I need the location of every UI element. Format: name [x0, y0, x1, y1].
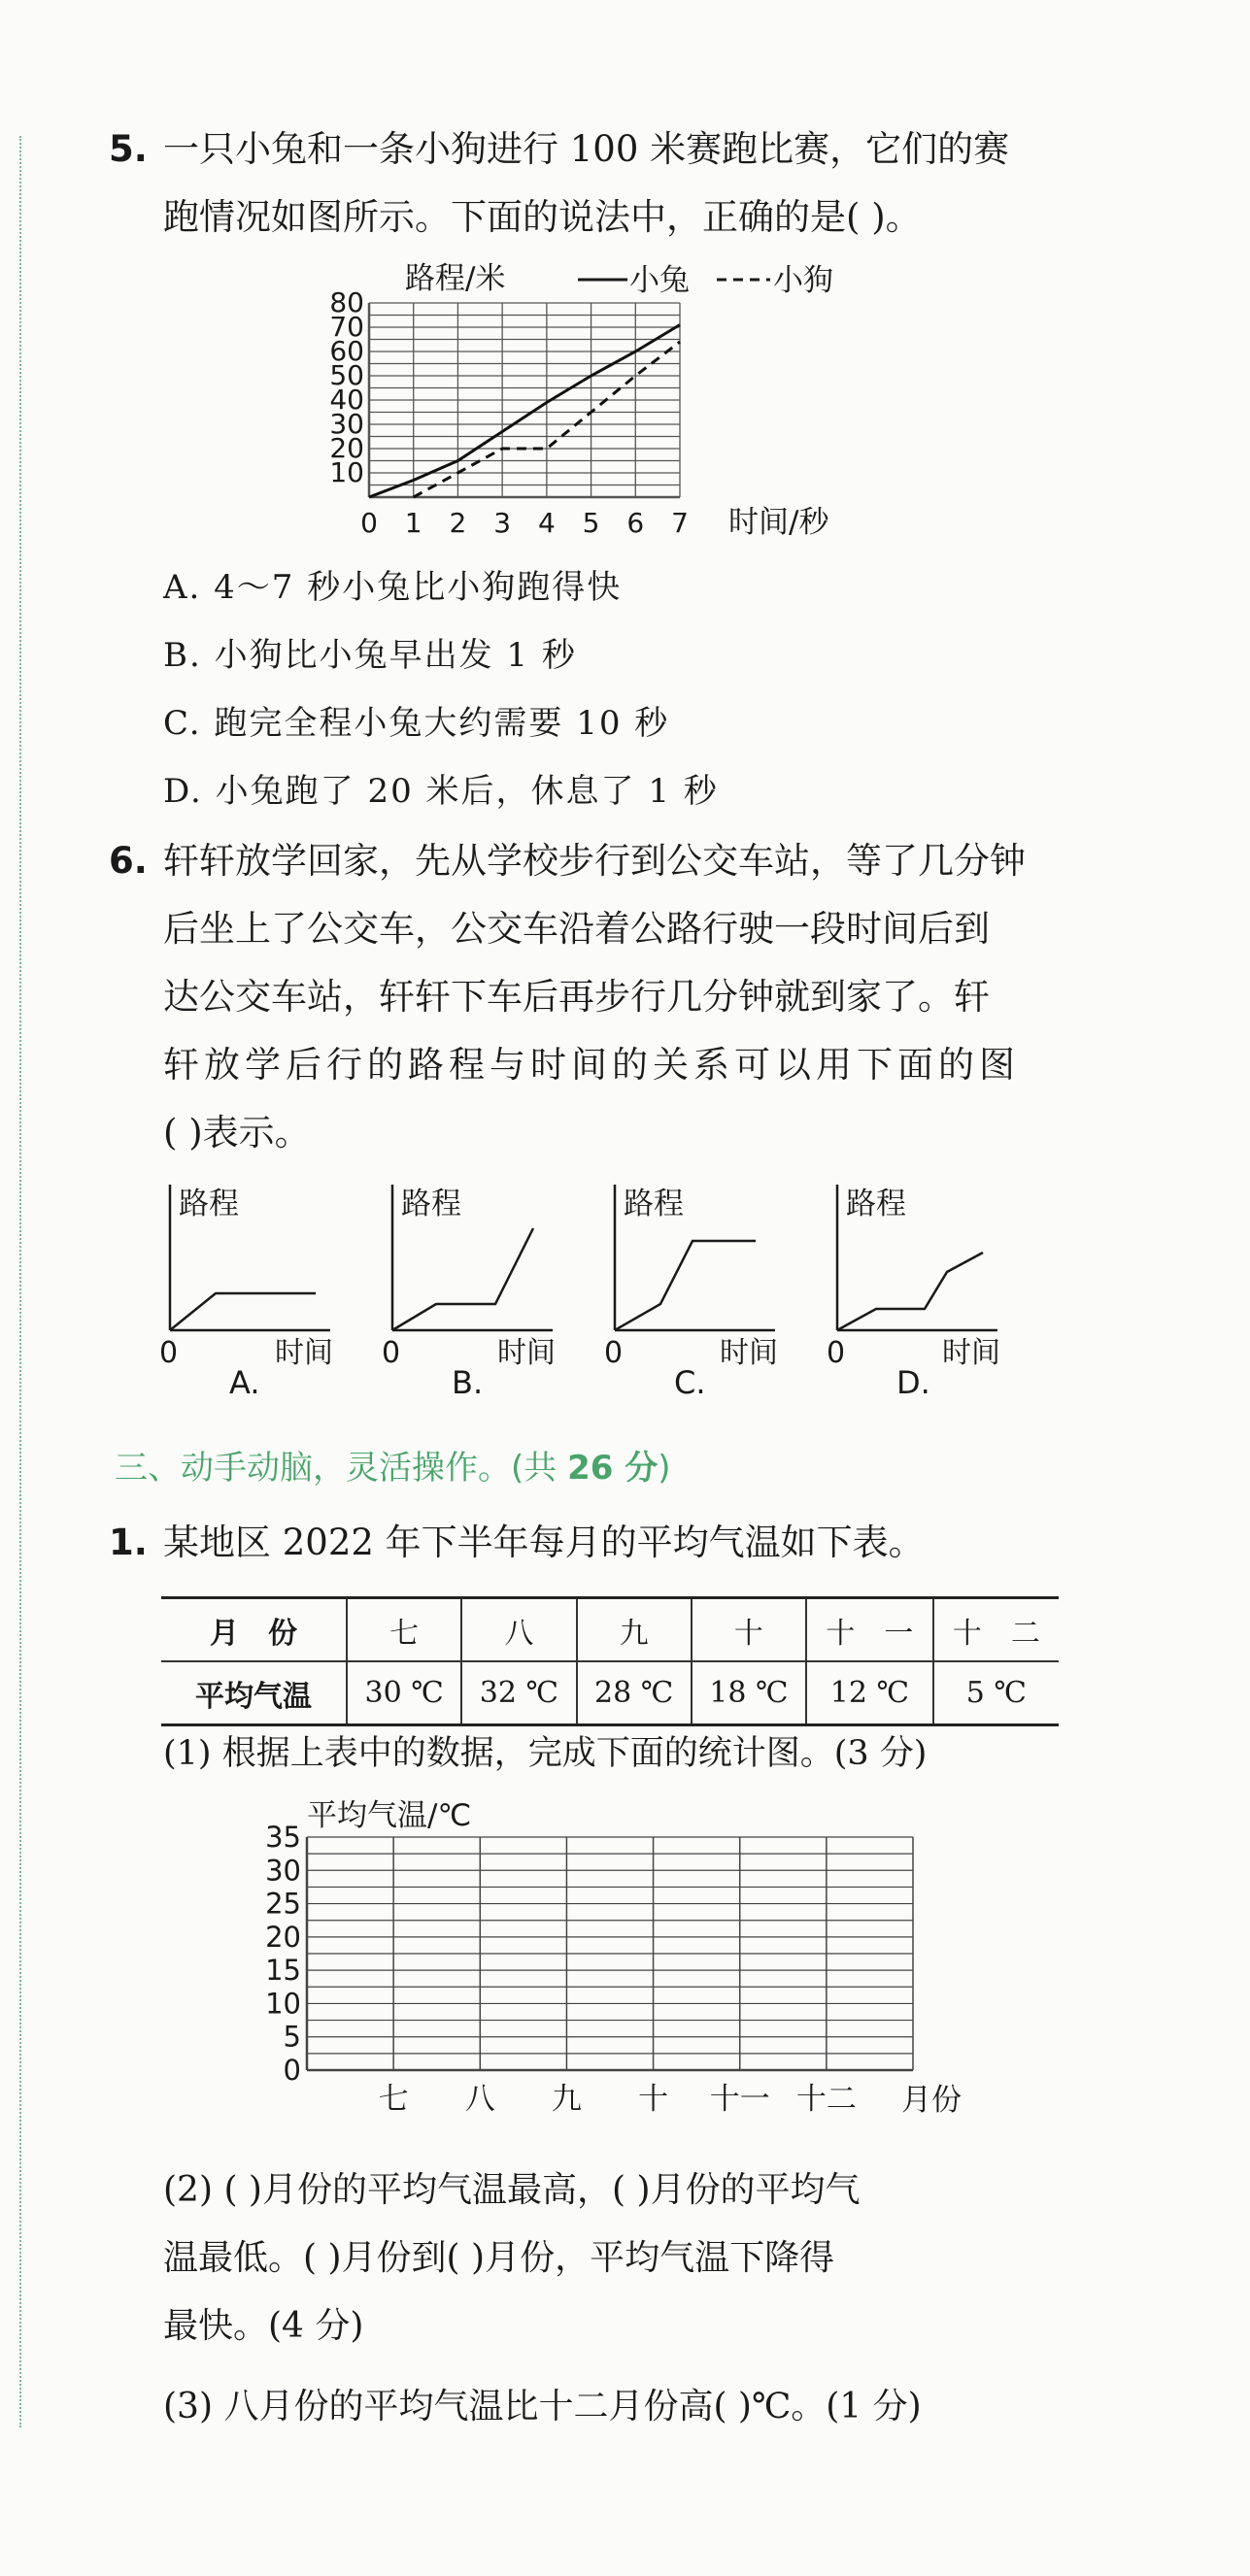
graph-d-option-label: D.: [896, 1364, 930, 1401]
temp-x-tick-label: 七: [378, 2082, 409, 2117]
table-cell-temp: 32 ℃: [461, 1661, 576, 1725]
temp-x-tick-label: 八: [464, 2082, 495, 2117]
graph-b-xlabel: 时间: [497, 1336, 556, 1370]
table-cell-temp: 5 ℃: [933, 1661, 1059, 1725]
temp-chart-x-ticks: [379, 2082, 857, 2117]
temp-chart-grid: [307, 1837, 913, 2070]
table-cell-temp: 30 ℃: [347, 1661, 461, 1725]
graph-c-curve: [615, 1241, 756, 1330]
question-5-number: 5.: [109, 128, 148, 170]
race-y-tick-label: 30: [329, 408, 364, 440]
temp-x-tick-label: 九: [551, 2082, 582, 2117]
race-y-tick-label: 60: [329, 335, 364, 367]
temp-y-tick-label: 20: [265, 1920, 301, 1954]
race-x-tick-label: 7: [671, 507, 689, 539]
temperature-table: [161, 1596, 1059, 1726]
graph-c-xlabel: 时间: [720, 1336, 778, 1370]
question-1-intro: 某地区 2022 年下半年每月的平均气温如下表。: [163, 1522, 925, 1563]
temp-x-tick-label: 十: [638, 2082, 669, 2117]
question-1-part3: (3) 八月份的平均气温比十二月份高( )℃。(1 分): [163, 2387, 922, 2426]
question-6-text-line2: 后坐上了公交车，公交车沿着公路行驶一段时间后到: [163, 908, 990, 950]
table-cell-temp: 28 ℃: [577, 1661, 692, 1725]
legend-rabbit-label: 小兔: [629, 263, 690, 298]
race-chart-ylabel: 路程/米: [405, 261, 506, 296]
question-5-text-line1: 一只小兔和一条小狗进行 100 米赛跑比赛，它们的赛: [163, 128, 1010, 170]
race-x-tick-label: 4: [537, 507, 556, 539]
graph-d-curve: [837, 1253, 983, 1330]
table-header-month: 月 份: [161, 1598, 347, 1662]
table-cell-month: 十: [692, 1598, 806, 1662]
question-6-number: 6.: [109, 840, 148, 882]
question-6-text-line4: 轩放学后行的路程与时间的关系可以用下面的图: [163, 1044, 1020, 1086]
graph-b-origin: 0: [382, 1336, 401, 1370]
section-3-close: ): [658, 1449, 671, 1488]
temp-y-tick-label: 10: [265, 1987, 301, 2021]
question-1-number: 1.: [109, 1522, 148, 1563]
margin-dotted-line: [19, 136, 21, 2427]
graph-d-origin: 0: [827, 1336, 846, 1370]
table-cell-month: 十 一: [806, 1598, 933, 1662]
temp-y-tick-label: 0: [283, 2054, 301, 2087]
temp-x-tick-label: 十二: [795, 2082, 857, 2117]
race-chart-xlabel: 时间/秒: [728, 505, 829, 540]
graph-d-xlabel: 时间: [942, 1336, 1000, 1370]
table-header-temp: 平均气温: [195, 1679, 312, 1714]
question-1-part2-line1: (2) ( )月份的平均气温最高，( )月份的平均气: [163, 2170, 861, 2210]
graph-d-ylabel: 路程: [846, 1187, 906, 1221]
temp-y-tick-label: 30: [265, 1854, 301, 1888]
race-y-tick-label: 70: [329, 311, 364, 343]
rabbit-series-line: [369, 325, 680, 498]
temp-y-tick-label: 25: [265, 1887, 301, 1921]
section-3-title-text: 三、动手动脑，灵活操作。(共: [115, 1449, 568, 1488]
temperature-line-chart-grid: [253, 1796, 1010, 2117]
table-cell-month: 七: [347, 1598, 461, 1662]
table-cell-temp: 12 ℃: [806, 1661, 933, 1725]
race-line-chart: [329, 261, 864, 544]
table-row-temps: [161, 1661, 1059, 1725]
question-1-part2-line2: 温最低。( )月份到( )月份，平均气温下降得: [163, 2238, 835, 2278]
race-chart-grid: [369, 303, 680, 497]
graph-a-origin: 0: [159, 1336, 179, 1370]
graph-c: [600, 1175, 794, 1401]
race-x-tick-label: 5: [582, 507, 600, 539]
graph-c-ylabel: 路程: [624, 1187, 684, 1221]
temp-chart-xlabel: 月份: [901, 2083, 962, 2118]
option-d: D. 小兔跑了 20 米后，休息了 1 秒: [163, 772, 719, 811]
race-x-tick-label: 6: [626, 507, 645, 539]
question-1-part1: (1) 根据上表中的数据，完成下面的统计图。(3 分): [163, 1734, 928, 1773]
table-cell-temp: 18 ℃: [692, 1661, 806, 1725]
graph-a-curve: [170, 1293, 316, 1330]
race-x-tick-label: 1: [404, 507, 422, 539]
race-x-tick-label: 2: [449, 507, 467, 539]
race-chart-x-ticks: [360, 507, 689, 539]
table-cell-month: 十 二: [933, 1598, 1059, 1662]
graph-b-option-label: B.: [452, 1364, 484, 1401]
table-cell-month: 九: [577, 1598, 692, 1662]
temp-chart-y-ticks: [265, 1821, 301, 2087]
graph-c-option-label: C.: [674, 1364, 706, 1401]
table-row-months: [161, 1598, 1059, 1662]
temp-y-tick-label: 35: [265, 1821, 301, 1854]
graph-b: [378, 1175, 572, 1401]
section-3-title: [115, 1445, 671, 1491]
race-x-tick-label: 0: [360, 507, 378, 539]
option-b: B. 小狗比小兔早出发 1 秒: [163, 636, 577, 675]
graph-a-xlabel: 时间: [275, 1336, 333, 1370]
graph-a-option-label: A.: [229, 1364, 260, 1401]
race-y-tick-label: 10: [329, 456, 364, 488]
temp-chart-ylabel: 平均气温/℃: [307, 1798, 472, 1833]
race-x-tick-label: 3: [493, 507, 512, 539]
table-cell-month: 八: [461, 1598, 576, 1662]
graph-b-curve: [392, 1228, 533, 1330]
temp-x-tick-label: 十一: [709, 2082, 770, 2117]
temp-y-tick-label: 5: [283, 2020, 301, 2054]
graph-a-ylabel: 路程: [179, 1187, 239, 1221]
question-5-text-line2: 跑情况如图所示。下面的说法中，正确的是( )。: [163, 196, 922, 238]
temp-y-tick-label: 15: [265, 1954, 301, 1988]
race-chart-series: [369, 325, 680, 498]
race-y-tick-label: 80: [329, 286, 364, 318]
question-1-part2-line3: 最快。(4 分): [163, 2306, 364, 2346]
option-a: A. 4～7 秒小兔比小狗跑得快: [163, 568, 623, 607]
race-y-tick-label: 20: [329, 432, 364, 464]
race-y-tick-label: 50: [329, 359, 364, 391]
graph-b-ylabel: 路程: [401, 1187, 461, 1221]
race-chart-legend: [578, 263, 833, 298]
graph-c-origin: 0: [604, 1336, 624, 1370]
section-3-points: 26 分: [567, 1449, 659, 1488]
question-6-text-line5: ( )表示。: [163, 1112, 311, 1154]
race-chart-y-ticks: [329, 286, 364, 488]
race-y-tick-label: 40: [329, 384, 364, 416]
graph-d: [823, 1175, 1017, 1401]
legend-dog-label: 小狗: [773, 263, 833, 298]
option-c: C. 跑完全程小兔大约需要 10 秒: [163, 704, 670, 743]
graph-a: [155, 1175, 350, 1401]
question-6-text-line3: 达公交车站，轩轩下车后再步行几分钟就到家了。轩: [163, 976, 990, 1018]
question-6-text-line1: 轩轩放学回家，先从学校步行到公交车站，等了几分钟: [163, 840, 1026, 882]
